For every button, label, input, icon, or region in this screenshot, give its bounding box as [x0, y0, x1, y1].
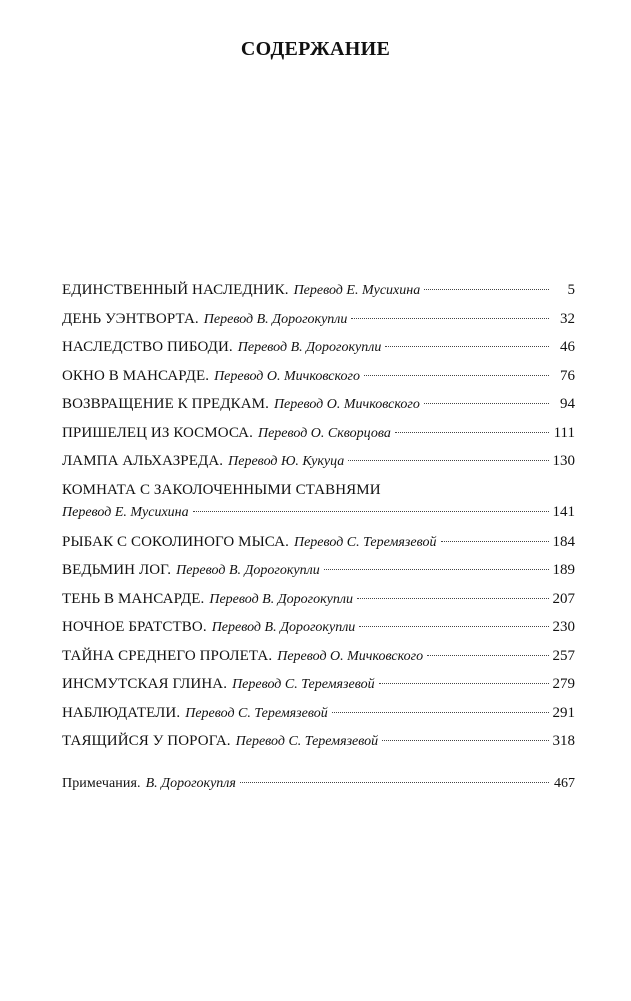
translator: Перевод О. Мичковского: [273, 397, 420, 412]
toc-entry: [62, 616, 575, 645]
dot-leader: [332, 712, 549, 713]
translator: Перевод Е. Мусихина: [62, 504, 189, 520]
toc-entry: [62, 645, 575, 674]
page-number: 257: [552, 647, 575, 664]
dot-leader: [357, 598, 549, 599]
toc-entry: [62, 673, 575, 702]
translator: Перевод О. Мичковского: [277, 648, 424, 664]
dot-leader: [382, 740, 548, 741]
story-title: ТЕНЬ В МАНСАРДЕ.: [62, 590, 205, 607]
story-title: НАБЛЮДАТЕЛИ.: [62, 704, 181, 721]
toc-entry: [62, 531, 575, 560]
translator: Перевод О. Скворцова: [257, 425, 391, 441]
dot-leader: [424, 403, 549, 404]
toc-entry: [62, 730, 575, 759]
table-of-contents: [62, 279, 575, 801]
story-title: ЛАМПА АЛЬХАЗРЕДА.: [62, 453, 224, 469]
story-title: НОЧНОЕ БРАТСТВО.: [62, 619, 207, 635]
translator: Перевод Е. Мусихина: [293, 283, 421, 298]
dot-leader: [424, 289, 549, 290]
story-title: РЫБАК С СОКОЛИНОГО МЫСА.: [62, 533, 289, 550]
page-number: 318: [552, 733, 575, 749]
dot-leader: [395, 432, 549, 433]
dot-leader: [385, 346, 549, 347]
story-title: ВЕДЬМИН ЛОГ.: [62, 562, 172, 578]
toc-entry: [62, 702, 575, 731]
translator: Перевод В. Дорогокупли: [203, 311, 348, 327]
dot-leader: [364, 375, 549, 376]
toc-entry-notes: [62, 773, 575, 802]
story-title: ТАЙНА СРЕДНЕГО ПРОЛЕТА.: [62, 647, 273, 664]
page-number: 189: [552, 562, 575, 578]
page-number: 184: [552, 533, 575, 550]
page-number: 279: [552, 676, 575, 692]
dot-leader: [359, 626, 548, 627]
dot-leader: [324, 569, 549, 570]
toc-entry: [62, 365, 575, 394]
page-number: 5: [567, 282, 575, 298]
page-number: 130: [552, 453, 575, 469]
page-number: 141: [552, 503, 575, 520]
dot-leader: [348, 460, 548, 461]
story-title: ЕДИНСТВЕННЫЙ НАСЛЕДНИК.: [62, 282, 289, 298]
page-number: 467: [554, 775, 575, 791]
notes-title: Примечания.: [62, 775, 141, 791]
toc-entry: [62, 422, 575, 451]
translator: Перевод С. Теремязевой: [293, 534, 437, 550]
page-number: 76: [560, 367, 575, 384]
toc-entry: [62, 336, 575, 365]
toc-entry: [62, 559, 575, 588]
dot-leader: [193, 511, 549, 512]
translator: Перевод Ю. Кукуца: [228, 454, 345, 469]
toc-entry: [62, 450, 575, 479]
story-title: ТАЯЩИЙСЯ У ПОРОГА.: [62, 733, 231, 749]
translator: Перевод В. Дорогокупли: [211, 620, 356, 635]
story-title: ДЕНЬ УЭНТВОРТА.: [62, 310, 199, 327]
story-title: ВОЗВРАЩЕНИЕ К ПРЕДКАМ.: [62, 396, 269, 412]
toc-entry: [62, 279, 575, 308]
toc-entry: [62, 479, 575, 525]
translator: Перевод С. Теремязевой: [232, 677, 375, 692]
page-number: 291: [552, 704, 575, 721]
translator: Перевод В. Дорогокупли: [237, 340, 382, 355]
page-number: 46: [560, 339, 575, 355]
page-title: СОДЕРЖАНИЕ: [240, 38, 391, 60]
translator: Перевод С. Теремязевой: [185, 705, 328, 721]
page-number: 230: [552, 619, 575, 635]
page-number: 207: [552, 590, 575, 607]
story-title: НАСЛЕДСТВО ПИБОДИ.: [62, 339, 233, 355]
toc-entry: [62, 308, 575, 337]
dot-leader: [379, 683, 549, 684]
story-title: ИНСМУТСКАЯ ГЛИНА.: [62, 676, 228, 692]
dot-leader: [427, 655, 548, 656]
page-number: 32: [560, 310, 575, 327]
dot-leader: [351, 318, 549, 319]
translator: Перевод В. Дорогокупли: [209, 591, 353, 607]
translator: В. Дорогокупля: [145, 775, 236, 791]
page-number: 94: [560, 396, 575, 412]
dot-leader: [240, 782, 549, 783]
dot-leader: [441, 541, 549, 542]
translator: Перевод В. Дорогокупли: [176, 563, 320, 578]
translator: Перевод О. Мичковского: [214, 368, 360, 384]
toc-entry: [62, 588, 575, 617]
story-title: КОМНАТА С ЗАКОЛОЧЕННЫМИ СТАВНЯМИ: [62, 481, 381, 498]
toc-entry: [62, 393, 575, 422]
page-number: 111: [553, 424, 575, 441]
translator: Перевод С. Теремязевой: [235, 734, 379, 749]
story-title: ПРИШЕЛЕЦ ИЗ КОСМОСА.: [62, 424, 253, 441]
story-title: ОКНО В МАНСАРДЕ.: [62, 367, 210, 384]
